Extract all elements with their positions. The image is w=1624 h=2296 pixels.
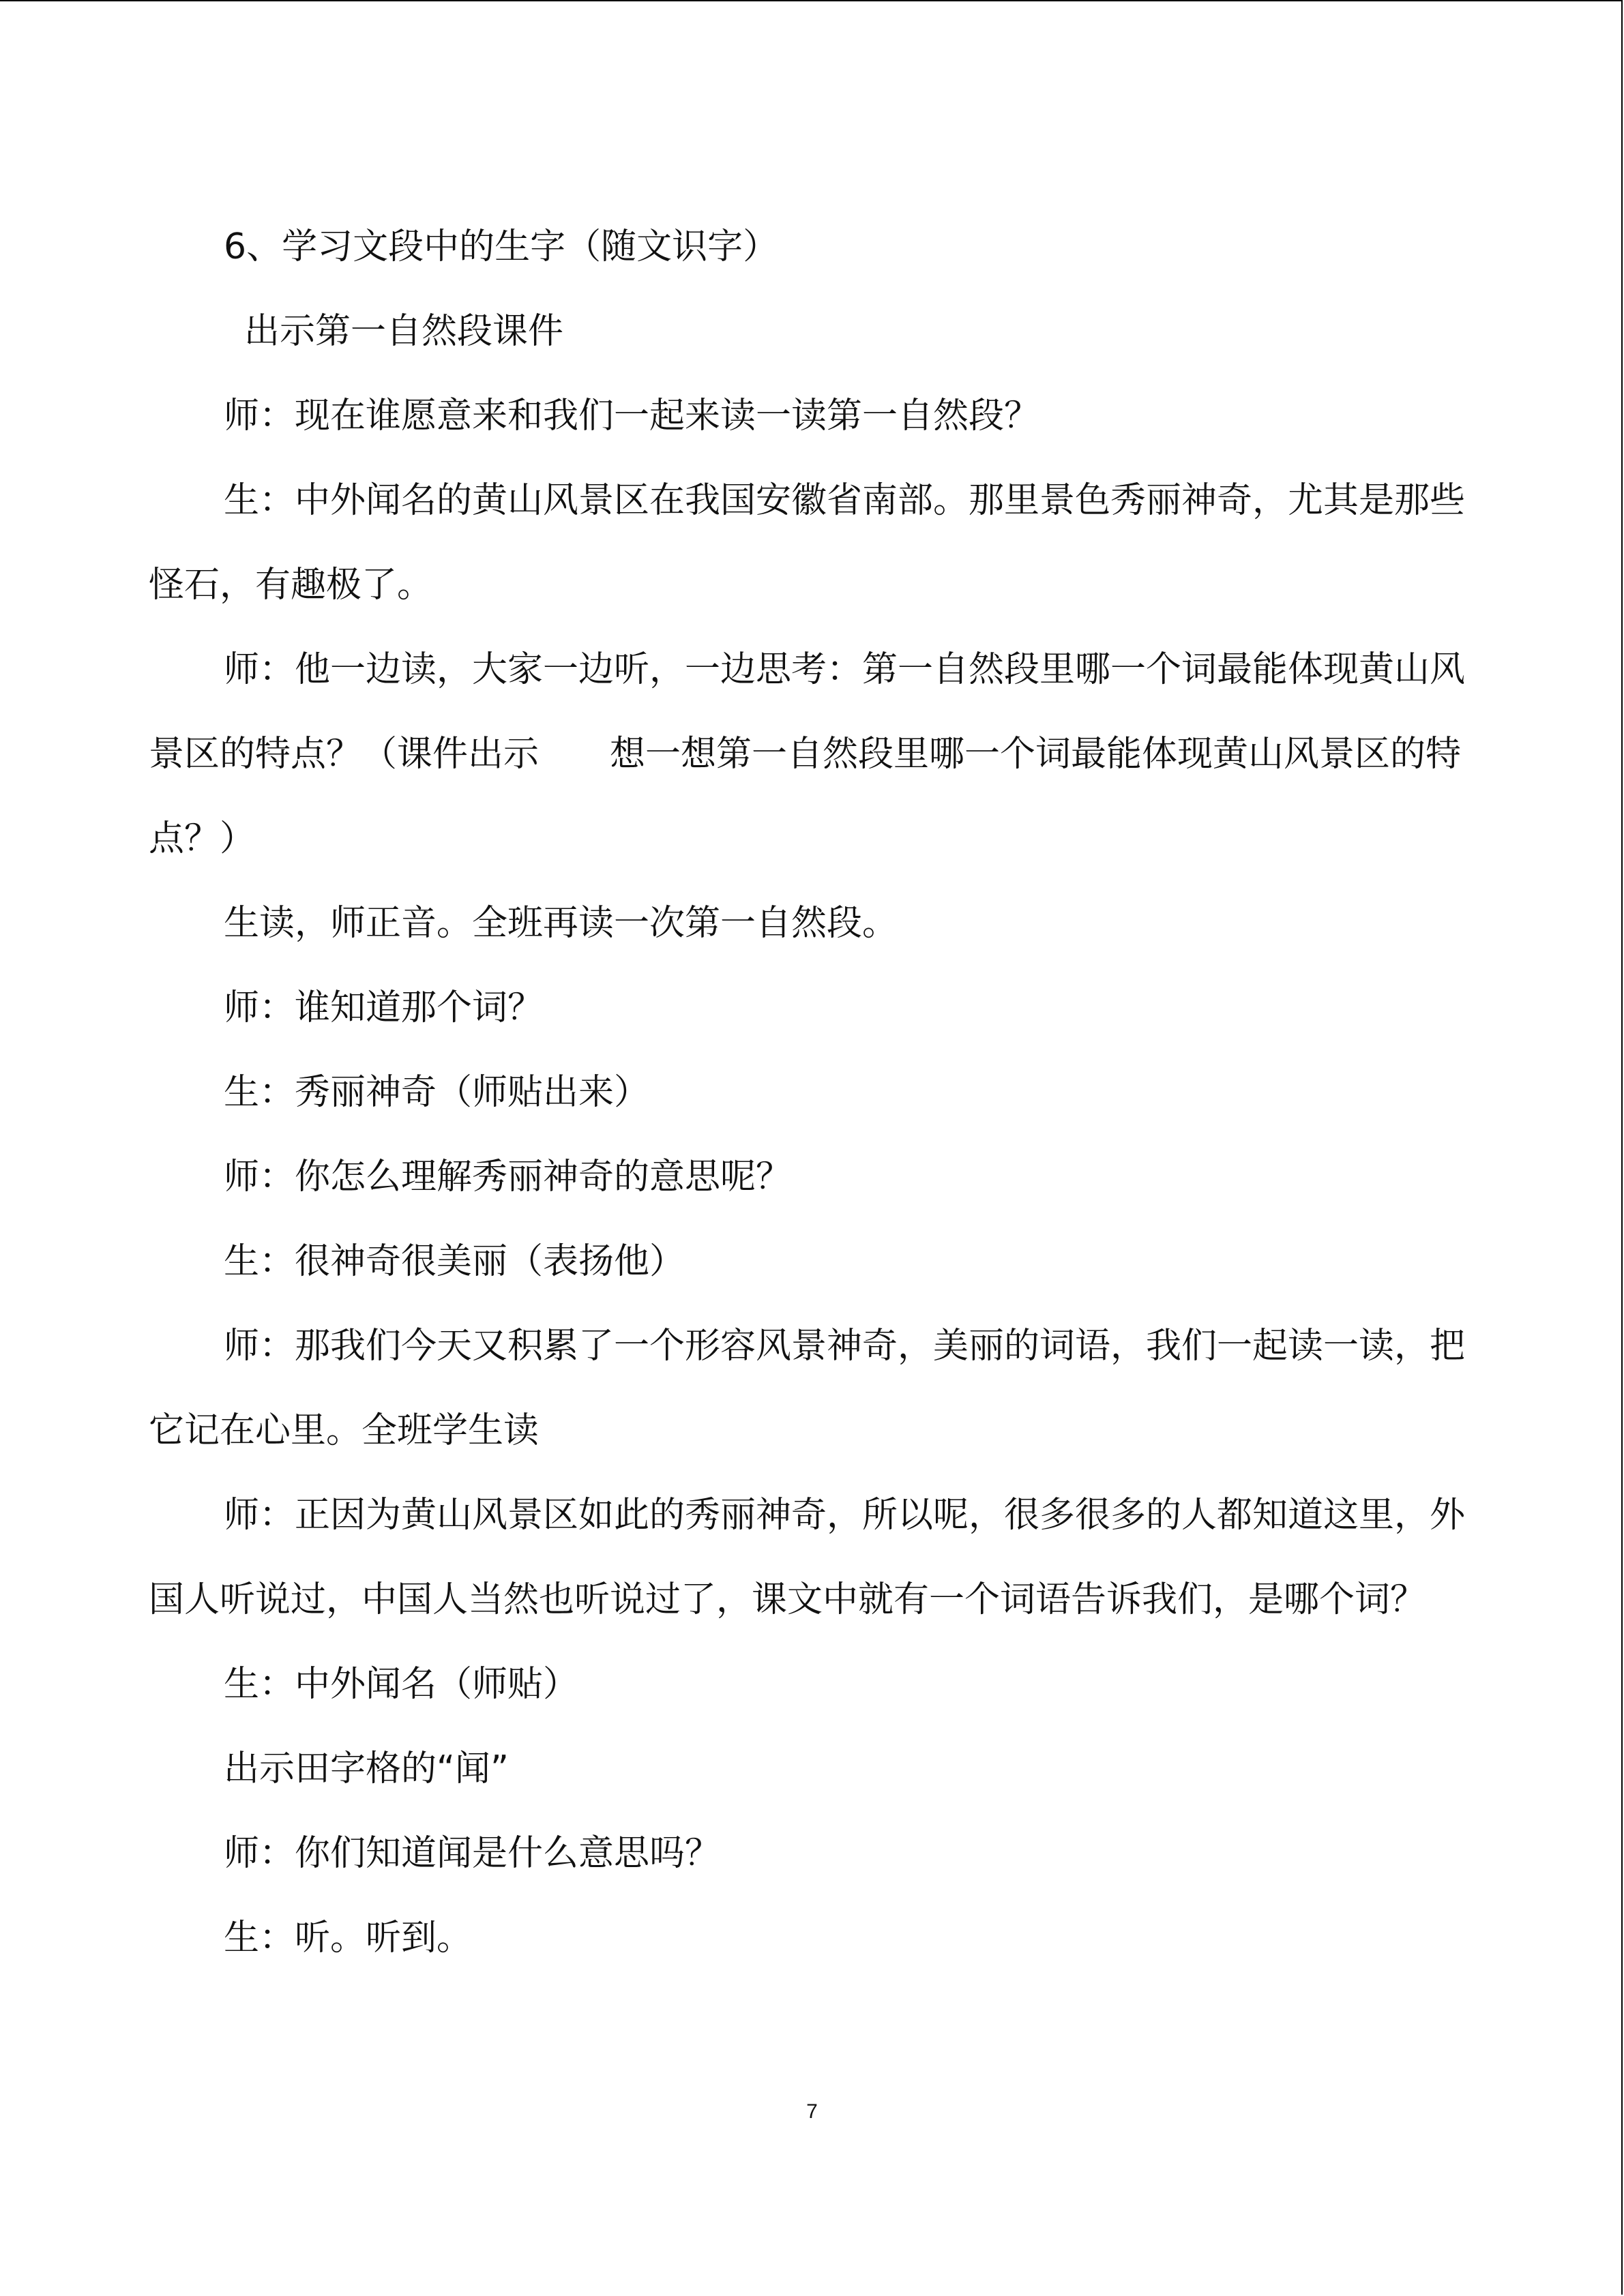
dialogue-paragraph: 生：中外闻名（师贴） <box>224 1664 579 1705</box>
dialogue-paragraph: 师：他一边读，大家一边听，一边思考：第一自然段里哪一个词最能体现黄山风景区的特点？（课件出示 想一想第一自然段里哪一个词最能体现黄山风景区的特点？） <box>149 649 1466 859</box>
slide-instruction: 出示田字格的“闻” <box>224 1748 509 1789</box>
dialogue-paragraph: 师：正因为黄山风景区如此的秀丽神奇，所以呢，很多很多的人都知道这里，外国人听说过，中国人当然也听说过了，课文中就有一个词语告诉我们，是哪个词？ <box>149 1495 1466 1620</box>
dialogue-paragraph: 生：秀丽神奇（师贴出来） <box>224 1072 650 1113</box>
section-heading: 6、学习文段中的生字（随文识字） <box>224 226 779 267</box>
dialogue-paragraph: 师：你们知道闻是什么意思吗？ <box>224 1833 721 1874</box>
document-body <box>149 205 1486 1980</box>
dialogue-paragraph: 生：很神奇很美丽（表扬他） <box>224 1241 685 1282</box>
dialogue-paragraph: 生读，师正音。全班再读一次第一自然段。 <box>224 903 898 944</box>
dialogue-paragraph: 师：现在谁愿意来和我们一起来读一读第一自然段？ <box>224 396 1040 436</box>
dialogue-paragraph: 师：谁知道那个词？ <box>224 987 544 1028</box>
slide-instruction: 出示第一自然段课件 <box>244 311 564 352</box>
dialogue-paragraph: 生：听。听到。 <box>224 1918 473 1958</box>
page-number: 7 <box>806 2100 818 2123</box>
dialogue-paragraph: 生：中外闻名的黄山风景区在我国安徽省南部。那里景色秀丽神奇，尤其是那些怪石，有趣极了。 <box>149 480 1466 606</box>
dialogue-paragraph: 师：那我们今天又积累了一个形容风景神奇，美丽的词语，我们一起读一读，把它记在心里。全班学生读 <box>149 1326 1466 1451</box>
dialogue-paragraph: 师：你怎么理解秀丽神奇的意思呢？ <box>224 1157 792 1197</box>
